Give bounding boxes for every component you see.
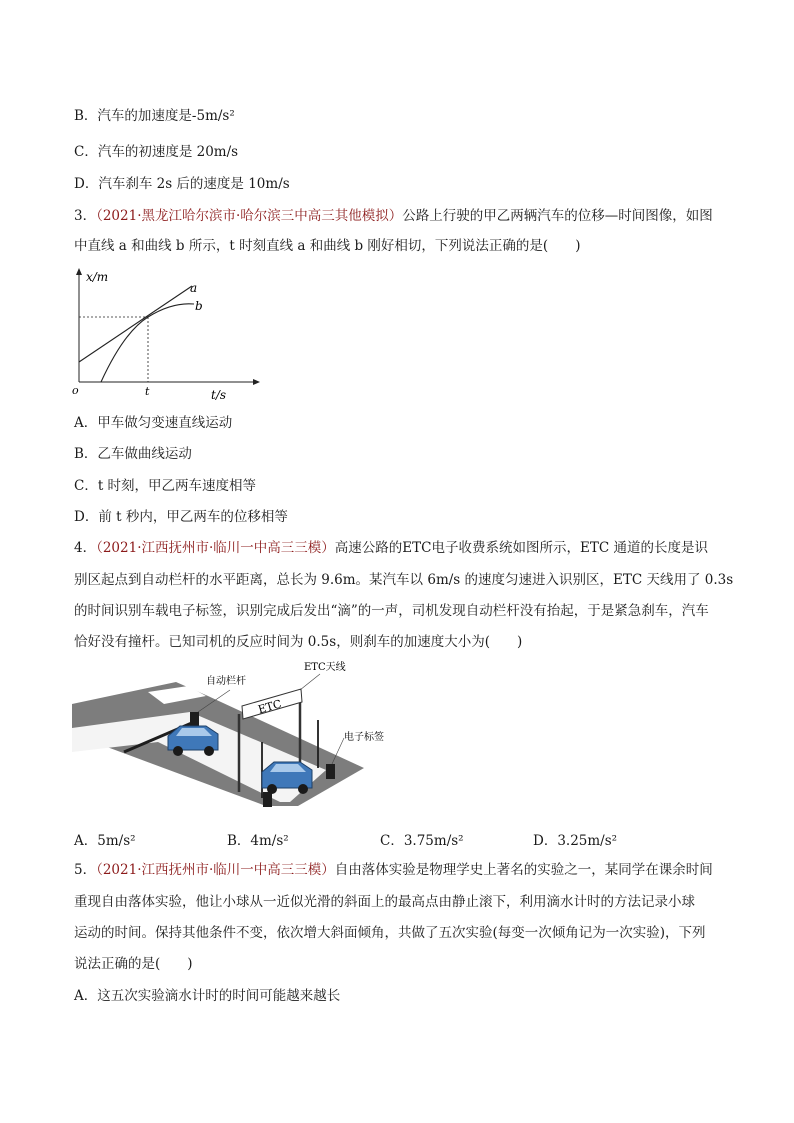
q3-option-d: D．前 t 秒内，甲乙两车的位移相等 bbox=[74, 509, 288, 525]
q5-source: （2021·江西抚州市·临川一中高三三模） bbox=[96, 862, 335, 878]
x-axis-arrow-icon bbox=[253, 379, 260, 385]
q5-stem-line1 bbox=[74, 860, 713, 880]
label-etc-antenna: ETC天线 bbox=[304, 662, 346, 673]
q4-stem-line2: 别区起点到自动栏杆的水平距离，总长为 9.6m。某汽车以 6m/s 的速度匀速进入识别区，ETC 天线用了 0.3s bbox=[74, 572, 734, 588]
x-axis-label: t/s bbox=[211, 388, 227, 402]
q3-option-a: A．甲车做匀变速直线运动 bbox=[74, 415, 233, 431]
q3-option-b: B．乙车做曲线运动 bbox=[74, 446, 192, 462]
q3-stem-text1: 公路上行驶的甲乙两辆汽车的位移—时间图像，如图 bbox=[402, 208, 713, 224]
q4-stem-line3: 的时间识别车载电子标签，识别完成后发出“滴”的一声，司机发现自动栏杆没有抬起，于是紧急刹车，汽车 bbox=[74, 603, 709, 619]
q4-number: 4． bbox=[74, 540, 97, 556]
antenna-box-front bbox=[263, 792, 272, 807]
q5-stem-text1: 自由落体实验是物理学史上著名的实验之一，某同学在课余时间 bbox=[334, 862, 713, 878]
q5-stem-line4: 说法正确的是( ) bbox=[74, 956, 193, 972]
origin-label: o bbox=[72, 384, 79, 397]
q4-option-b: B．4m/s² bbox=[227, 833, 289, 849]
q4-option-a: A．5m/s² bbox=[74, 833, 136, 849]
q5-option-a: A．这五次实验滴水计时的时间可能越来越长 bbox=[74, 988, 341, 1004]
q5-number: 5． bbox=[74, 862, 97, 878]
q2-option-d: D．汽车刹车 2s 后的速度是 10m/s bbox=[74, 176, 290, 192]
q3-source: （2021·黑龙江哈尔滨市·哈尔滨三中高三其他模拟） bbox=[96, 208, 403, 224]
q4-option-d: D．3.25m/s² bbox=[533, 833, 618, 849]
y-axis-arrow-icon bbox=[76, 268, 82, 275]
y-axis-label: x/m bbox=[86, 270, 109, 284]
label-auto-barrier: 自动栏杆 bbox=[206, 676, 246, 687]
q3-number: 3． bbox=[74, 208, 97, 224]
label-electronic-tag: 电子标签 bbox=[344, 732, 384, 743]
etc-toll-figure bbox=[68, 656, 388, 816]
q3-stem-line2: 中直线 a 和曲线 b 所示，t 时刻直线 a 和曲线 b 刚好相切，下列说法正确的是( ) bbox=[74, 238, 581, 254]
curve-b-label: b bbox=[195, 299, 203, 313]
q4-stem-line1 bbox=[74, 538, 708, 558]
q3-option-c: C．t 时刻，甲乙两车速度相等 bbox=[74, 478, 257, 494]
q3-stem-line1 bbox=[74, 206, 713, 226]
q5-stem-line3: 运动的时间。保持其他条件不变，依次增大斜面倾角，共做了五次实验(每变一次倾角记为一次实验)，下列 bbox=[74, 925, 706, 941]
line-a bbox=[79, 286, 192, 362]
t-mark-label: t bbox=[145, 385, 150, 398]
q3-xt-graph bbox=[68, 264, 268, 404]
q4-stem-line4: 恰好没有撞杆。已知司机的反应时间为 0.5s，则刹车的加速度大小为( ) bbox=[74, 634, 523, 650]
electronic-tag-box bbox=[326, 764, 335, 779]
q4-source: （2021·江西抚州市·临川一中高三三模） bbox=[96, 540, 335, 556]
q2-option-b: B．汽车的加速度是-5m/s² bbox=[74, 108, 235, 124]
q4-option-c: C．3.75m/s² bbox=[380, 833, 464, 849]
curve-a-label: a bbox=[190, 281, 198, 295]
q5-stem-line2: 重现自由落体实验，他让小球从一近似光滑的斜面上的最高点由静止滚下，利用滴水计时的方法记录小球 bbox=[74, 894, 695, 910]
q4-stem-text1: 高速公路的ETC电子收费系统如图所示，ETC 通道的长度是识 bbox=[334, 540, 708, 556]
etc-sign-text: ETC bbox=[256, 697, 284, 717]
antenna-leader-line bbox=[300, 674, 320, 690]
q2-option-c: C．汽车的初速度是 20m/s bbox=[74, 144, 239, 160]
